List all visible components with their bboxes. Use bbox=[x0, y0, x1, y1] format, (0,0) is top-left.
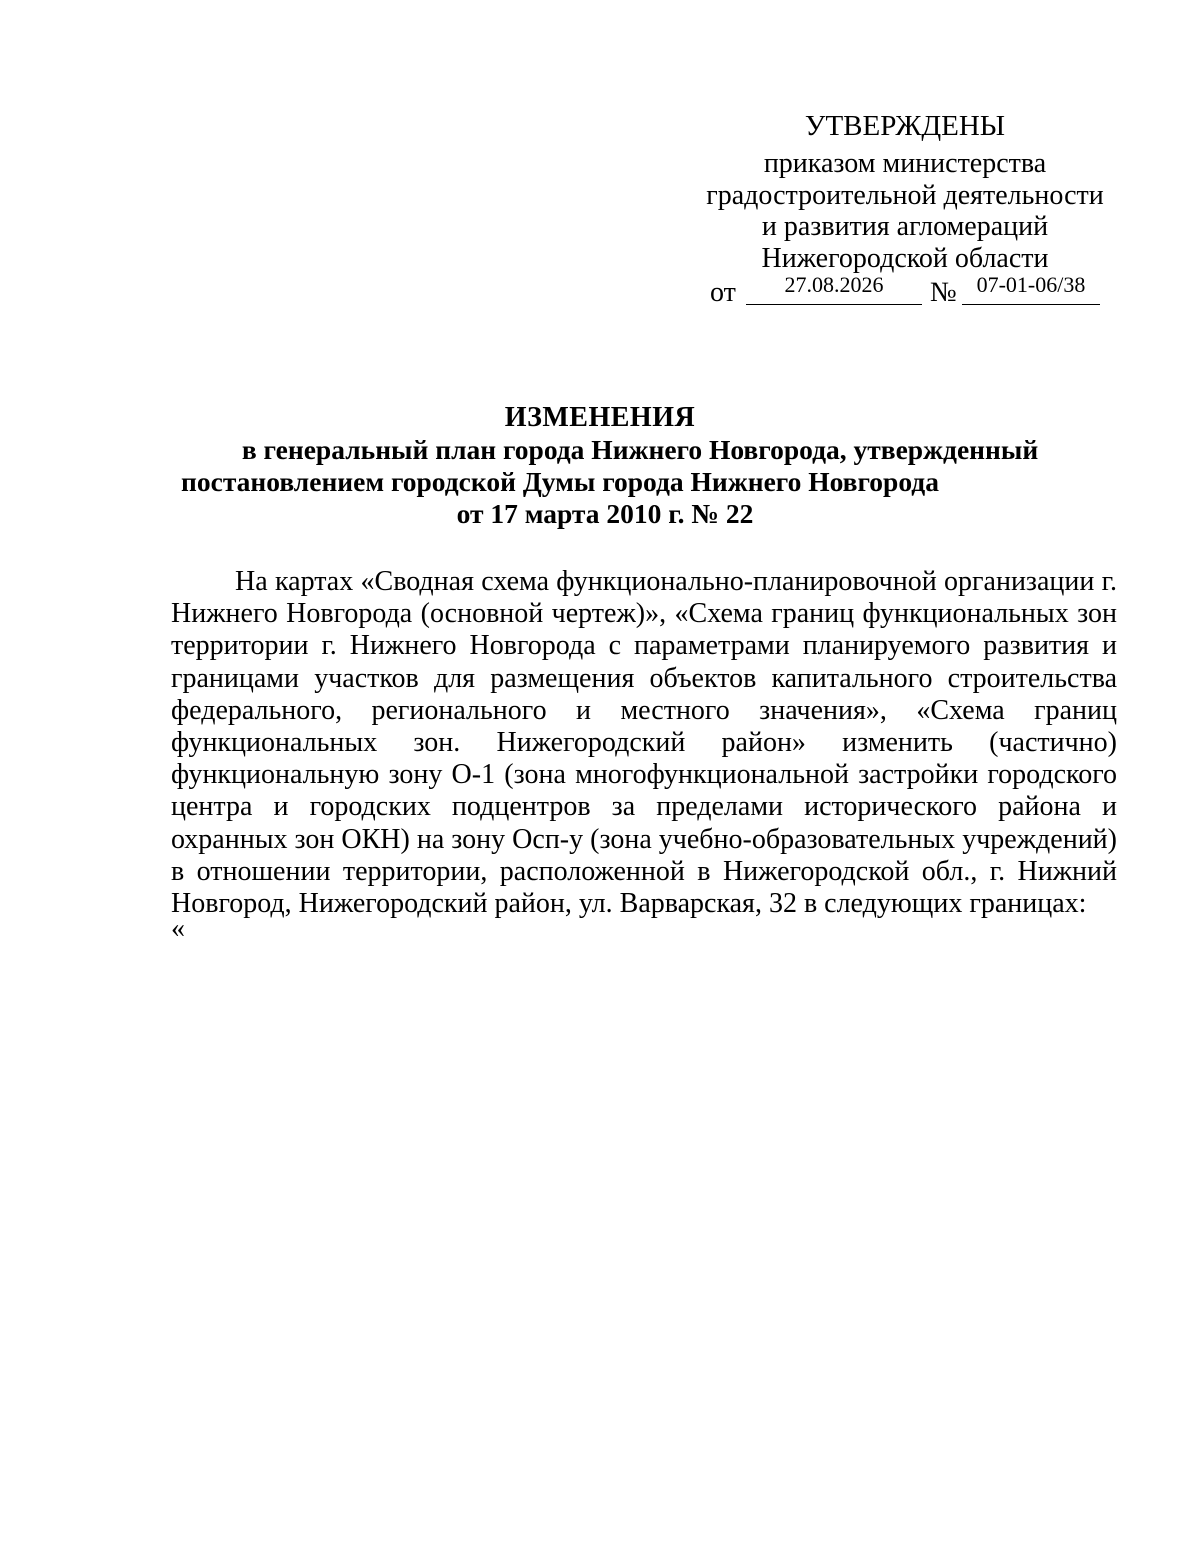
title-line-4: от 17 марта 2010 г. № 22 bbox=[456, 498, 754, 529]
date-label: от bbox=[710, 277, 736, 308]
order-date: 27.08.2026 bbox=[746, 274, 922, 305]
approval-heading: УТВЕРЖДЕНЫ bbox=[804, 110, 1006, 142]
title-line-3: постановлением городской Думы города Нижнего Новгорода bbox=[181, 466, 939, 497]
body-paragraph: На картах «Сводная схема функционально-планировочной организации г. Нижнего Новгорода (основной чертеж)», «Схема границ функциональных зон территории г. Нижнего Новгорода с параметрами планируемого развития и границами участков для размещения объектов капитального строительства федерального, регионального и местного значения», «Схема границ функциональных зон. Нижегородский район» изменить (частично) функциональную зону О-1 (зона многофункциональной застройки городского центра и городских подцентров за пределами исторического района и охранных зон ОКН) на зону Осп-у (зона учебно-образовательных учреждений) в отношении территории, расположенной в Нижегородской обл., г. Нижний Новгород, Нижегородский район, ул. Варварская, 32 в следующих границах: bbox=[171, 566, 1117, 920]
order-number: 07-01-06/38 bbox=[962, 274, 1100, 305]
registration-row bbox=[700, 274, 1110, 308]
approval-line-2: градостроительной деятельности bbox=[706, 179, 1104, 211]
opening-quote: « bbox=[171, 913, 185, 944]
approval-line-4: Нижегородской области bbox=[761, 242, 1049, 274]
title-line-2: в генеральный план города Нижнего Новгорода, утвержденный bbox=[241, 434, 1039, 465]
document-title bbox=[100, 402, 1100, 530]
approval-line-3: и развития агломераций bbox=[761, 211, 1049, 242]
title-main: ИЗМЕНЕНИЯ bbox=[504, 402, 696, 433]
approval-block bbox=[700, 108, 1110, 308]
approval-line-1: приказом министерства bbox=[763, 148, 1047, 179]
number-label: № bbox=[930, 277, 957, 308]
